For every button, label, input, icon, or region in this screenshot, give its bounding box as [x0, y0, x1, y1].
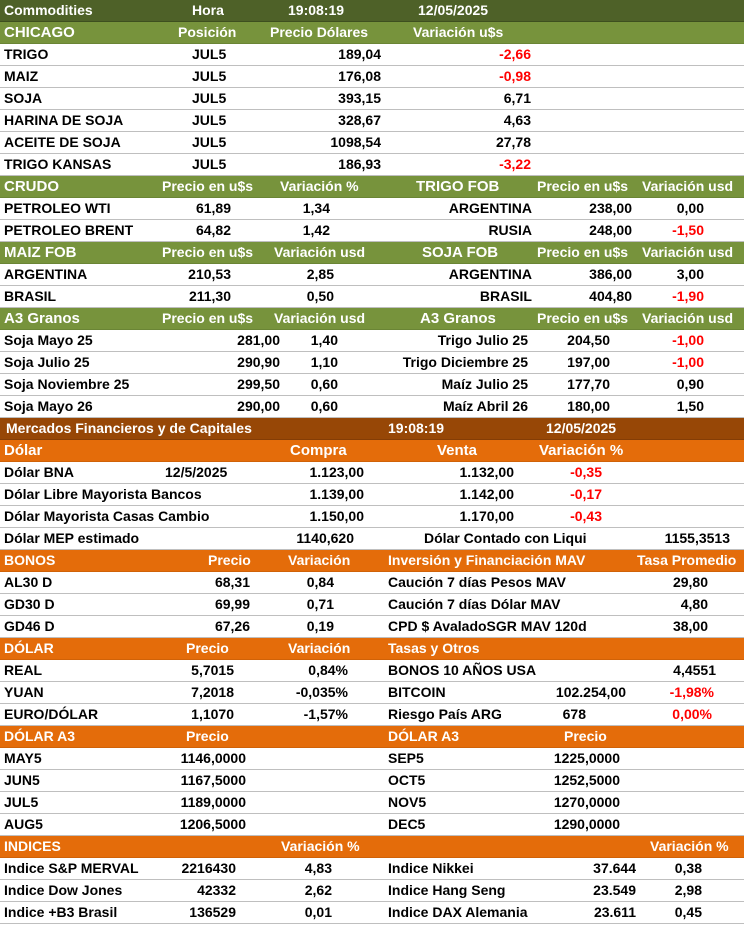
dolar-a3-row	[0, 748, 744, 770]
chicago-row	[0, 110, 744, 132]
item-name: RUSIA	[488, 222, 532, 238]
item-price: 177,70	[567, 376, 610, 392]
inversion-title: Inversión y Financiación MAV	[388, 552, 586, 568]
dolar-col-buy: Compra	[290, 442, 347, 459]
commodity-variation: -0,98	[499, 68, 531, 84]
mep-label: Dólar MEP estimado	[4, 530, 140, 546]
bonos-inversion-header	[0, 550, 744, 572]
item-variation: 3,00	[676, 266, 704, 282]
commodity-variation: 6,71	[503, 90, 531, 106]
item-price: 386,00	[589, 266, 632, 282]
a3-right-col-price: Precio en u$s	[537, 310, 629, 326]
item-price: 404,80	[589, 288, 632, 304]
inversion-rate: 38,00	[672, 618, 708, 634]
index-name: Indice DAX Alemania	[388, 904, 528, 920]
commodity-name: HARINA DE SOJA	[4, 112, 124, 128]
dolar-col-sell: Venta	[437, 442, 478, 459]
crudo-title: CRUDO	[4, 178, 59, 195]
item-price: 238,00	[589, 200, 632, 216]
index-variation: 4,83	[304, 860, 332, 876]
dolar-variation: -0,43	[570, 508, 602, 524]
item-variation: -1,90	[672, 288, 704, 304]
fx-variation: 0,84%	[308, 662, 348, 678]
commodity-name: TRIGO	[4, 46, 49, 62]
item-name: Trigo Diciembre 25	[402, 354, 528, 370]
fx-price: 7,2018	[191, 684, 234, 700]
dolar-fx-tasas-header	[0, 638, 744, 660]
contract-price: 1206,5000	[179, 816, 246, 832]
chicago-col-position: Posición	[178, 24, 237, 40]
trigo-fob-col-variation: Variación usd	[642, 178, 734, 194]
chicago-col-price: Precio Dólares	[270, 24, 369, 40]
maiz-fob-col-variation: Variación usd	[274, 244, 366, 260]
dolar-mep-ccl-row	[0, 528, 744, 550]
commodity-price: 393,15	[338, 90, 381, 106]
item-price: 197,00	[567, 354, 610, 370]
a3-right-title: A3 Granos	[420, 310, 496, 327]
bono-variation: 0,19	[306, 618, 334, 634]
inversion-name: CPD $ AvaladoSGR MAV 120d	[388, 618, 587, 634]
dolar-sell: 1.170,00	[459, 508, 514, 524]
item-variation: -1,00	[672, 354, 704, 370]
indices-col-variation-right: Variación %	[650, 838, 729, 854]
commodity-position: JUL5	[192, 68, 227, 84]
item-name: Maíz Julio 25	[441, 376, 528, 392]
bitcoin-price: 102.254,00	[555, 684, 626, 700]
chicago-row	[0, 66, 744, 88]
ccl-value: 1155,3513	[664, 530, 730, 546]
header-date: 12/05/2025	[418, 2, 489, 18]
item-name: BRASIL	[4, 288, 57, 304]
commodity-variation: 27,78	[495, 134, 531, 150]
item-price: 61,89	[195, 200, 231, 216]
dolar-buy: 1.123,00	[309, 464, 364, 480]
bonos-col-price: Precio	[208, 552, 251, 568]
a3-granos-header	[0, 308, 744, 330]
dolar-a3-left-title: DÓLAR A3	[4, 728, 76, 744]
bono-name: GD46 D	[4, 618, 55, 634]
commodity-price: 328,67	[338, 112, 381, 128]
bonos-title: BONOS	[4, 552, 56, 568]
item-variation: 0,60	[310, 398, 338, 414]
crudo-row	[0, 220, 744, 242]
item-variation: 2,85	[306, 266, 334, 282]
commodity-price: 186,93	[338, 156, 381, 172]
commodity-position: JUL5	[192, 112, 227, 128]
bono-price: 67,26	[214, 618, 250, 634]
a3-left-col-variation: Variación usd	[274, 310, 366, 326]
fx-price: 1,1070	[191, 706, 234, 722]
fx-row-euro	[0, 704, 744, 726]
sheet-header	[0, 0, 744, 22]
dolar-fx-col-variation: Variación	[288, 640, 351, 656]
item-price: 281,00	[237, 332, 280, 348]
hora-label: Hora	[192, 2, 224, 18]
item-price: 204,50	[567, 332, 610, 348]
commodity-name: SOJA	[4, 90, 43, 106]
item-name: PETROLEO WTI	[4, 200, 111, 216]
bono-name: GD30 D	[4, 596, 55, 612]
item-price: 180,00	[567, 398, 610, 414]
contract-name: SEP5	[388, 750, 424, 766]
chicago-col-variation: Variación u$s	[413, 24, 504, 40]
index-variation: 0,01	[304, 904, 332, 920]
mercados-time: 19:08:19	[388, 420, 445, 436]
contract-name: NOV5	[388, 794, 427, 810]
index-value: 37.644	[593, 860, 636, 876]
soja-fob-title: SOJA FOB	[422, 244, 499, 261]
indices-title: INDICES	[4, 838, 61, 854]
item-variation: 0,60	[310, 376, 338, 392]
trigo-fob-col-price: Precio en u$s	[537, 178, 629, 194]
dolar-variation: -0,17	[570, 486, 602, 502]
item-name: PETROLEO BRENT	[4, 222, 134, 238]
item-name: ARGENTINA	[4, 266, 88, 282]
dolar-row	[0, 462, 744, 484]
commodity-name: MAIZ	[4, 68, 39, 84]
bono-variation: 0,71	[306, 596, 334, 612]
maiz-fob-col-price: Precio en u$s	[162, 244, 254, 260]
a3-right-col-variation: Variación usd	[642, 310, 734, 326]
index-value: 2216430	[181, 860, 236, 876]
contract-price: 1252,5000	[553, 772, 620, 788]
commodity-name: TRIGO KANSAS	[4, 156, 112, 172]
contract-price: 1270,0000	[553, 794, 620, 810]
dolar-buy: 1.150,00	[309, 508, 364, 524]
contract-name: JUN5	[4, 772, 40, 788]
bonos-row	[0, 572, 744, 594]
dolar-a3-header	[0, 726, 744, 748]
bono-variation: 0,84	[306, 574, 334, 590]
dolar-sell: 1.142,00	[459, 486, 514, 502]
commodity-variation: 4,63	[503, 112, 531, 128]
inversion-name: Caución 7 días Dólar MAV	[388, 596, 561, 612]
item-price: 211,30	[188, 288, 231, 304]
index-variation: 2,62	[304, 882, 332, 898]
dolar-a3-right-col-price: Precio	[564, 728, 607, 744]
commodity-name: ACEITE DE SOJA	[4, 134, 121, 150]
commodity-variation: -2,66	[499, 46, 531, 62]
index-variation: 0,38	[674, 860, 702, 876]
item-price: 290,90	[237, 354, 280, 370]
item-name: Soja Mayo 26	[4, 398, 93, 414]
dolar-buy: 1.139,00	[309, 486, 364, 502]
index-value: 23.611	[593, 904, 636, 920]
riesgo-variation: 0,00%	[672, 706, 712, 722]
dolar-row	[0, 506, 744, 528]
indices-col-variation-left: Variación %	[281, 838, 360, 854]
a3-left-row	[0, 330, 744, 352]
bonos10-label: BONOS 10 AÑOS USA	[388, 662, 537, 678]
item-price: 210,53	[188, 266, 231, 282]
dolar-header	[0, 440, 744, 462]
index-value: 136529	[189, 904, 236, 920]
item-price: 299,50	[237, 376, 280, 392]
indices-row	[0, 902, 744, 924]
item-price: 290,00	[237, 398, 280, 414]
fx-name: YUAN	[4, 684, 44, 700]
fx-price: 5,7015	[191, 662, 234, 678]
contract-price: 1167,5000	[180, 772, 246, 788]
a3-left-row	[0, 396, 744, 418]
item-price: 248,00	[589, 222, 632, 238]
trigo-fob-title: TRIGO FOB	[416, 178, 500, 195]
contract-price: 1146,0000	[180, 750, 246, 766]
bono-price: 68,31	[214, 574, 250, 590]
item-variation: 0,90	[676, 376, 704, 392]
index-variation: 2,98	[674, 882, 702, 898]
item-name: Soja Julio 25	[4, 354, 90, 370]
inversion-rate: 29,80	[672, 574, 708, 590]
item-name: Soja Mayo 25	[4, 332, 93, 348]
dolar-fx-col-price: Precio	[186, 640, 229, 656]
maiz-fob-row	[0, 264, 744, 286]
soja-fob-col-price: Precio en u$s	[537, 244, 629, 260]
dolar-col-variation: Variación %	[539, 442, 624, 459]
ccl-label: Dólar Contado con Liqui	[424, 530, 587, 546]
dolar-a3-left-col-price: Precio	[186, 728, 229, 744]
item-name: Soja Noviembre 25	[4, 376, 130, 392]
chicago-row	[0, 44, 744, 66]
inversion-rate: 4,80	[680, 596, 708, 612]
item-name: Maíz Abril 26	[442, 398, 528, 414]
item-variation: -1,00	[672, 332, 704, 348]
chicago-title: CHICAGO	[4, 24, 75, 41]
a3-left-title: A3 Granos	[4, 310, 80, 327]
maiz-soja-fob-header	[0, 242, 744, 264]
chicago-header	[0, 22, 744, 44]
bonos-row	[0, 594, 744, 616]
contract-name: AUG5	[4, 816, 43, 832]
bono-name: AL30 D	[4, 574, 53, 590]
bitcoin-label: BITCOIN	[388, 684, 446, 700]
item-name: BRASIL	[479, 288, 532, 304]
commodity-position: JUL5	[192, 134, 227, 150]
a3-left-col-price: Precio en u$s	[162, 310, 254, 326]
commodity-price: 1098,54	[330, 134, 381, 150]
mep-value: 1140,620	[296, 530, 354, 546]
mercados-title: Mercados Financieros y de Capitales	[6, 420, 252, 436]
dolar-name: Dólar Libre Mayorista Bancos	[4, 486, 202, 502]
item-price: 64,82	[195, 222, 231, 238]
fx-row-yuan	[0, 682, 744, 704]
commodity-position: JUL5	[192, 90, 227, 106]
item-variation: 0,00	[676, 200, 704, 216]
contract-name: MAY5	[4, 750, 42, 766]
bono-price: 69,99	[214, 596, 250, 612]
dolar-date: 12/5/2025	[165, 464, 228, 480]
crudo-row	[0, 198, 744, 220]
commodity-position: JUL5	[192, 46, 227, 62]
crudo-trigo-fob-header	[0, 176, 744, 198]
fx-name: REAL	[4, 662, 43, 678]
item-name: ARGENTINA	[448, 200, 532, 216]
bonos-col-variation: Variación	[288, 552, 351, 568]
tasas-title: Tasas y Otros	[388, 640, 480, 656]
crudo-col-variation: Variación %	[280, 178, 359, 194]
item-variation: 1,34	[302, 200, 330, 216]
dolar-a3-row	[0, 770, 744, 792]
dolar-title: Dólar	[4, 442, 43, 459]
contract-price: 1290,0000	[553, 816, 620, 832]
inversion-col-rate: Tasa Promedio	[637, 552, 737, 568]
mercados-date: 12/05/2025	[546, 420, 617, 436]
fx-name: EURO/DÓLAR	[4, 706, 99, 722]
index-variation: 0,45	[674, 904, 702, 920]
dolar-a3-row	[0, 814, 744, 836]
dolar-sell: 1.132,00	[459, 464, 514, 480]
header-time: 19:08:19	[288, 2, 345, 18]
contract-name: DEC5	[388, 816, 426, 832]
fx-variation: -1,57%	[303, 706, 348, 722]
chicago-row	[0, 88, 744, 110]
dolar-fx-title: DÓLAR	[4, 640, 54, 656]
a3-left-row	[0, 352, 744, 374]
fx-row-real	[0, 660, 744, 682]
bonos10-value: 4,4551	[673, 662, 716, 678]
item-variation: 0,50	[306, 288, 334, 304]
riesgo-value: 678	[562, 706, 586, 722]
mercados-header	[0, 418, 744, 440]
index-name: Indice Nikkei	[388, 860, 474, 876]
item-variation: 1,50	[676, 398, 704, 414]
item-variation: 1,40	[310, 332, 338, 348]
contract-name: JUL5	[4, 794, 39, 810]
item-variation: 1,10	[310, 354, 338, 370]
commodity-price: 189,04	[338, 46, 381, 62]
sheet-title: Commodities	[4, 2, 93, 18]
dolar-row	[0, 484, 744, 506]
item-name: Trigo Julio 25	[437, 332, 528, 348]
commodity-variation: -3,22	[499, 156, 531, 172]
soja-fob-col-variation: Variación usd	[642, 244, 734, 260]
indices-row	[0, 880, 744, 902]
dolar-a3-right-title: DÓLAR A3	[388, 728, 460, 744]
item-variation: 1,42	[302, 222, 330, 238]
commodity-price: 176,08	[338, 68, 381, 84]
contract-name: OCT5	[388, 772, 426, 788]
dolar-name: Dólar BNA	[4, 464, 75, 480]
item-name: ARGENTINA	[448, 266, 532, 282]
crudo-col-price: Precio en u$s	[162, 178, 254, 194]
indices-header	[0, 836, 744, 858]
index-name: Indice Hang Seng	[388, 882, 506, 898]
contract-price: 1225,0000	[553, 750, 620, 766]
chicago-row	[0, 154, 744, 176]
index-name: Indice S&P MERVAL	[4, 860, 139, 876]
dolar-variation: -0,35	[570, 464, 602, 480]
chicago-row	[0, 132, 744, 154]
commodity-position: JUL5	[192, 156, 227, 172]
maiz-fob-title: MAIZ FOB	[4, 244, 77, 261]
bonos-row	[0, 616, 744, 638]
item-variation: -1,50	[672, 222, 704, 238]
inversion-name: Caución 7 días Pesos MAV	[388, 574, 566, 590]
dolar-name: Dólar Mayorista Casas Cambio	[4, 508, 210, 524]
dolar-a3-row	[0, 792, 744, 814]
contract-price: 1189,0000	[180, 794, 246, 810]
index-value: 23.549	[593, 882, 636, 898]
indices-row	[0, 858, 744, 880]
bitcoin-variation: -1,98%	[669, 684, 714, 700]
index-value: 42332	[197, 882, 236, 898]
fx-variation: -0,035%	[295, 684, 348, 700]
maiz-fob-row	[0, 286, 744, 308]
riesgo-label: Riesgo País ARG	[388, 706, 502, 722]
a3-left-row	[0, 374, 744, 396]
index-name: Indice Dow Jones	[4, 882, 123, 898]
index-name: Indice +B3 Brasil	[4, 904, 118, 920]
